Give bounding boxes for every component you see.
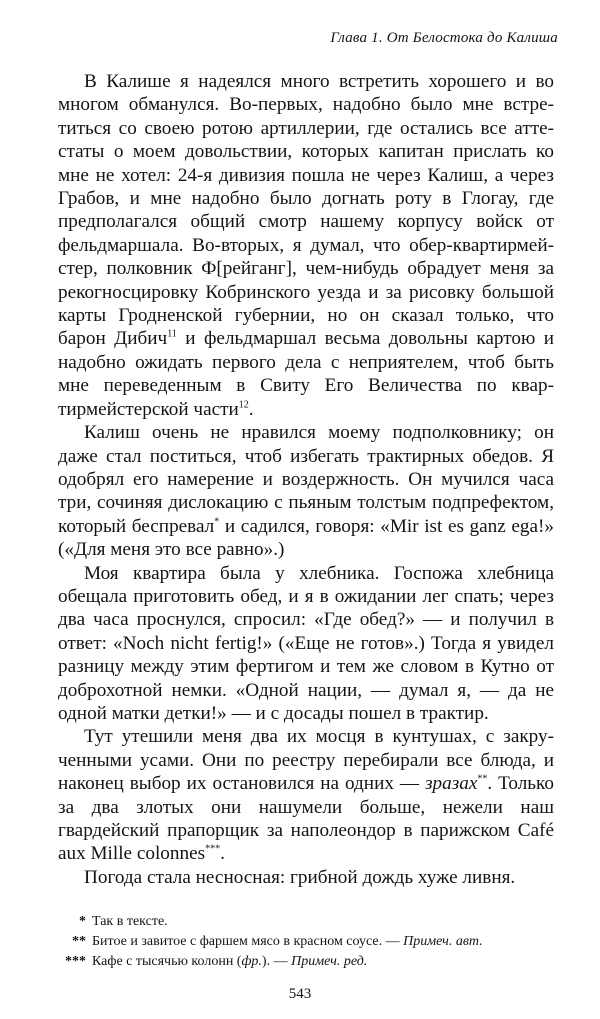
footnote-1: * Так в тексте. (58, 912, 554, 932)
paragraph-1: В Калише я надеялся много встретить хорошего и во многом обманулся. Во-первых, надобно было мне встретиться со своею ротою артиллерии, где остались все аттестаты о моем довольствии, которых капитан прислать ко мне не хотел: 24-я дивизия пошла не через Калиш, а через Грабов, и мне надобно было догнать роту в Глогау, где предполагался общий смотр нашему корпусу войск от фельдмаршала. Во-вторых, я думал, что обер-квартирмейстер, полковник Ф[рейганг], чем-нибудь обрадует меня за рекогносцировку Кобринского уезда и за рисовку большой карты Гродненской губернии, но он сказал только, что барон Дибич$^{11}$ и фельдмаршал весьма довольны картою и надобно ожидать первого дела с неприятелем, чтоб быть мне переведенным в Свиту Его Величества по квартирмейстерской части$^{12}$. (58, 71, 554, 420)
footnote-mark: * (79, 914, 86, 929)
paragraph-5: Погода стала несносная: грибной дождь хуже ливня. (84, 866, 516, 888)
footnote-mark: ** (72, 934, 86, 949)
page-number: 543 (288, 986, 312, 1002)
footnote-2: ** Битое и завитое с фаршем мясо в красном соусе. — Примеч. авт. (58, 932, 554, 952)
paragraph-2: Калиш очень не нравился моему подполковнику; он даже стал поститься, чтоб избегать трактирных обедов. Я одобрял его намерение и воздержность. Он мучился часа три, сочиняя дислокацию с пьяным толстым подпрефектом, который беспревал* и садился, говоря: «Mir ist es ganz ega!» («Для меня это все равно».) (58, 422, 554, 561)
body-text (58, 70, 554, 889)
note-ref-12[interactable]: 12 (238, 399, 249, 411)
footnote-3: *** Кафе с тысячью колонн (фр.). — Примеч. ред. (58, 952, 554, 972)
note-ref-11[interactable]: 11 (167, 329, 177, 341)
emphasis-word: зразах (425, 773, 478, 795)
footnote-ref-2[interactable]: ** (477, 773, 488, 785)
footnotes (58, 912, 554, 972)
footnote-mark: *** (65, 954, 86, 969)
footnote-ref-3[interactable]: *** (205, 844, 221, 856)
paragraph-3: Моя квартира была у хлебника. Госпожа хлебница обещала приготовить обед, и я в ожидании лег спать; через два часа проснулся, спросил: «Где обед?» — и получил в ответ: «Noch nicht fertig!» («Еще не готов».) Тогда я увидел разницу между этим фертигом и тем же словом в Кутно от доброхотной немки. «Одной нации, — думал я, — да не одной матки детки!» — и с досады пошел в трактир. (58, 562, 554, 724)
running-header: Глава 1. От Белостока до Калиша (330, 30, 558, 46)
paragraph-4: Тут утешили меня два их мосця в кунтушах, с закрученными усами. Они по реестру перебирали все блюда, и наконец выбор их остановился на одних — зразах**. Только за два злотых они нашумели больше, нежели наш гвардейский прапорщик за наполеондор в парижском Café aux Mille colonnes***. (58, 726, 554, 865)
footnote-ref-1[interactable]: * (214, 516, 220, 528)
